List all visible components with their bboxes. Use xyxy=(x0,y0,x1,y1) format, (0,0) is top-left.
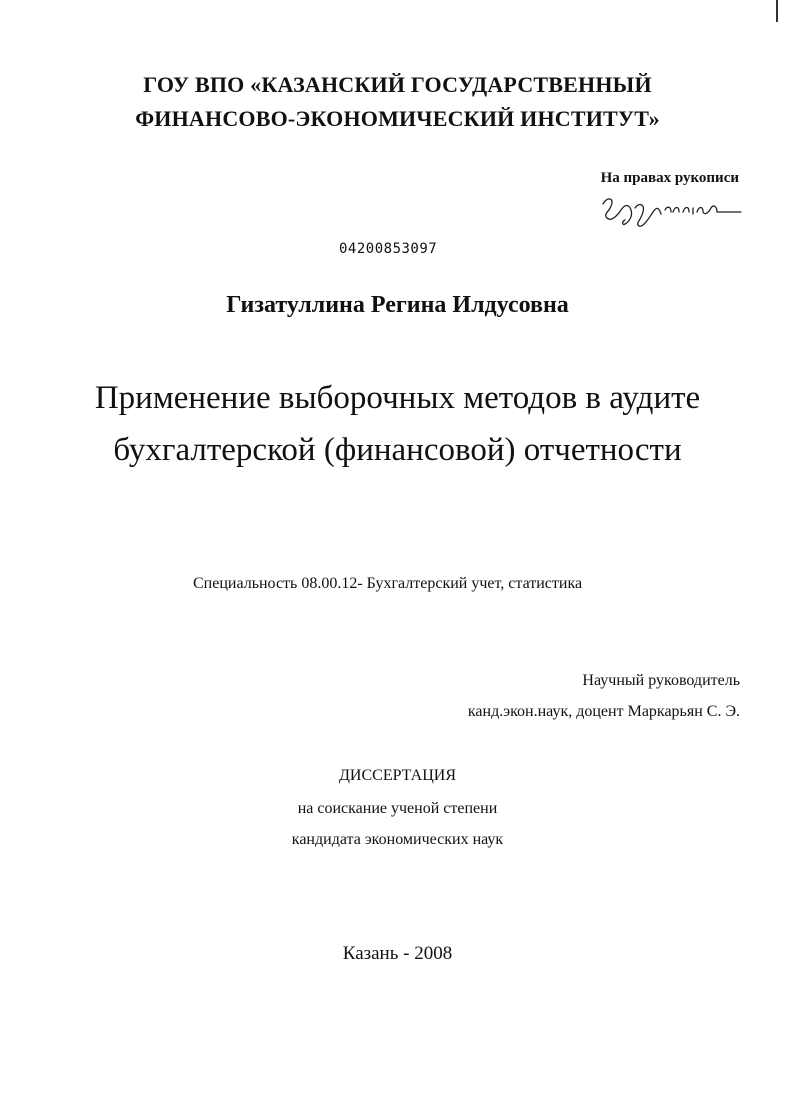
dissertation-heading: ДИССЕРТАЦИЯ xyxy=(339,767,456,784)
thesis-title-line-1: Применение выборочных методов в аудите xyxy=(94,380,701,416)
supervisor-name: канд.экон.наук, доцент Маркарьян С. Э. xyxy=(467,703,740,720)
dissertation-line-1: на соискание ученой степени xyxy=(297,800,498,817)
dissertation-line-2: кандидата экономических наук xyxy=(291,831,504,848)
scan-edge-mark xyxy=(776,0,778,22)
handwritten-signature xyxy=(595,190,745,230)
author-name: Гизатуллина Регина Илдусовна xyxy=(226,292,569,318)
institution-line-1: ГОУ ВПО «КАЗАНСКИЙ ГОСУДАРСТВЕННЫЙ xyxy=(143,72,652,97)
specialty: Специальность 08.00.12- Бухгалтерский учет, статистика xyxy=(193,575,583,592)
document-number: 04200853097 xyxy=(339,241,438,257)
manuscript-note: На правах рукописи xyxy=(600,170,739,186)
thesis-title-line-2: бухгалтерской (финансовой) отчетности xyxy=(113,432,682,468)
supervisor-label: Научный руководитель xyxy=(582,672,740,689)
city-year: Казань - 2008 xyxy=(342,943,453,964)
institution-line-2: ФИНАНСОВО-ЭКОНОМИЧЕСКИЙ ИНСТИТУТ» xyxy=(135,106,660,131)
